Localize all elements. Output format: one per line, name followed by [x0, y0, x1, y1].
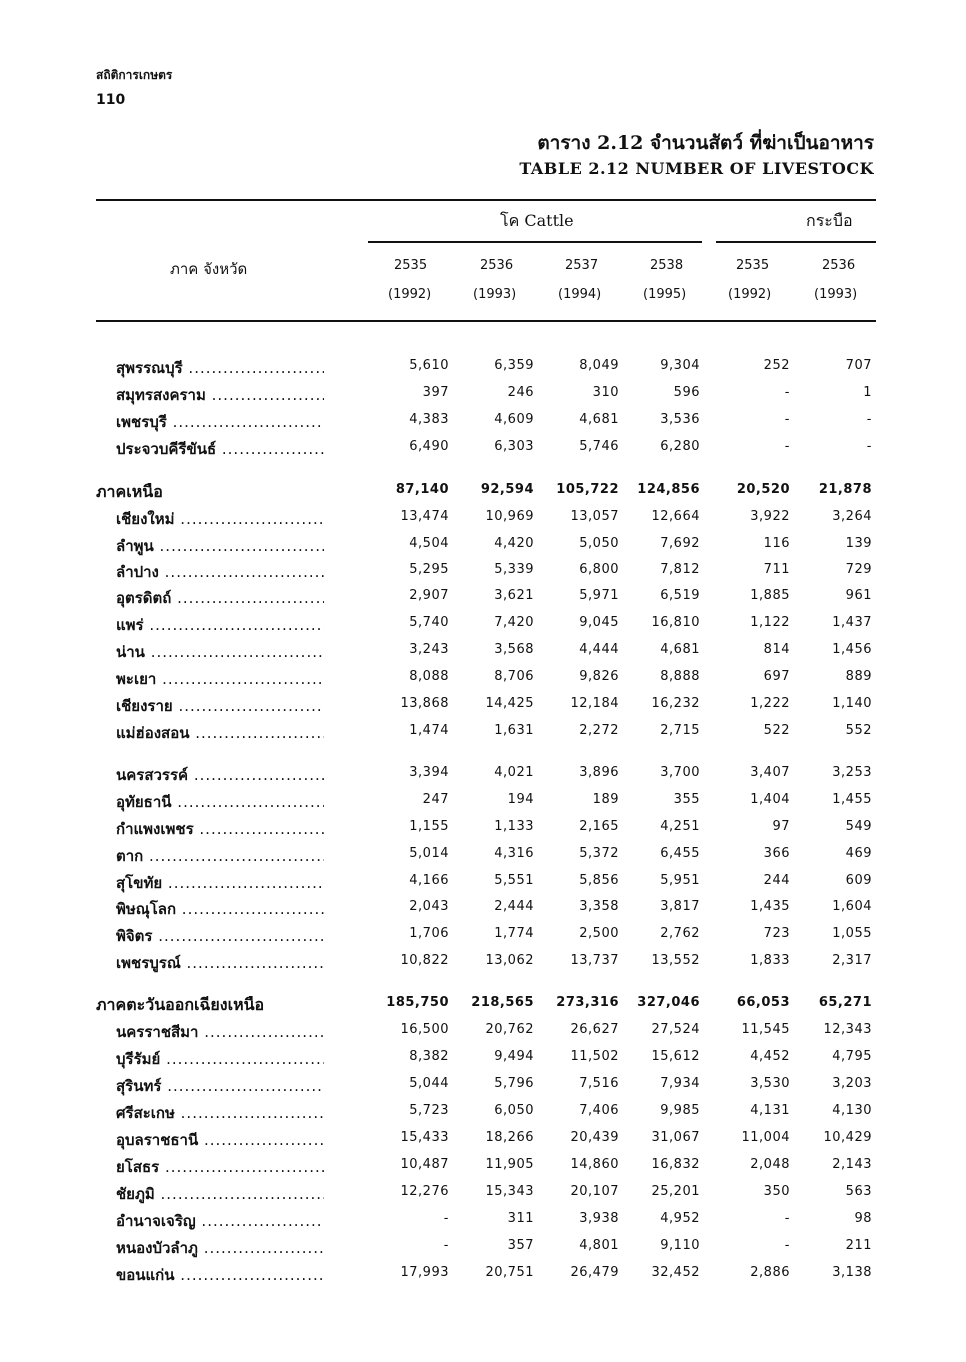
cell-col-5: 350 — [763, 1184, 790, 1199]
cell-col-5: 97 — [772, 819, 790, 834]
cell-col-3: 273,316 — [556, 995, 619, 1010]
province-name: เพชรบุรี ..... — [116, 410, 324, 434]
cell-col-5: 2,048 — [750, 1157, 790, 1172]
cell-col-1: 1,155 — [409, 819, 449, 834]
cell-col-4: 3,700 — [660, 765, 700, 780]
cell-col-1: 4,166 — [409, 873, 449, 888]
cell-col-4: 7,812 — [660, 562, 700, 577]
cell-col-2: 20,762 — [485, 1022, 534, 1037]
cell-col-2: 5,796 — [494, 1076, 534, 1091]
cell-col-2: 1,774 — [494, 926, 534, 941]
cell-col-4: 3,817 — [660, 899, 700, 914]
cell-col-6: 563 — [845, 1184, 872, 1199]
cell-col-1: 13,868 — [400, 696, 449, 711]
cell-col-4: 7,692 — [660, 536, 700, 551]
table-row — [0, 667, 966, 693]
column-header-3-year-th: 2537 — [565, 258, 599, 273]
cell-col-6: 4,130 — [832, 1103, 872, 1118]
cell-col-3: 2,165 — [579, 819, 619, 834]
column-header-6-year-en: (1993) — [814, 287, 858, 302]
cell-col-5: 1,122 — [750, 615, 790, 630]
cell-col-2: 246 — [507, 385, 534, 400]
cell-col-2: 2,444 — [494, 899, 534, 914]
cell-col-5: - — [784, 1211, 790, 1226]
stub-header: ภาค จังหวัด — [170, 260, 248, 278]
cell-col-1: 87,140 — [395, 482, 449, 497]
table-row — [0, 951, 966, 977]
province-name: แพร่ ..... — [116, 613, 324, 637]
cell-col-4: 7,934 — [660, 1076, 700, 1091]
column-header-1-year-en: (1992) — [388, 287, 432, 302]
province-name: ศรีสะเกษ ..... — [116, 1101, 324, 1125]
cell-col-5: 11,545 — [741, 1022, 790, 1037]
cell-col-3: 11,502 — [570, 1049, 619, 1064]
table-row — [0, 1182, 966, 1208]
cell-col-4: 31,067 — [651, 1130, 700, 1145]
province-name: อุบลราชธานี ..... — [116, 1128, 324, 1152]
cell-col-5: 2,886 — [750, 1265, 790, 1280]
cell-col-4: 596 — [673, 385, 700, 400]
running-head: สถิติการเกษตร — [96, 68, 173, 82]
province-name: สุรินทร์ ..... — [116, 1074, 324, 1098]
table-row — [0, 410, 966, 436]
cell-col-3: 6,800 — [579, 562, 619, 577]
cell-col-6: 2,317 — [832, 953, 872, 968]
cell-col-3: 189 — [592, 792, 619, 807]
province-name: เชียงราย ..... — [116, 694, 324, 718]
cell-col-5: 1,222 — [750, 696, 790, 711]
cell-col-6: 10,429 — [823, 1130, 872, 1145]
province-name: พะเยา ..... — [116, 667, 324, 691]
cell-col-6: 1,455 — [832, 792, 872, 807]
cell-col-4: 9,304 — [660, 358, 700, 373]
cell-col-3: 4,681 — [579, 412, 619, 427]
cell-col-5: 3,530 — [750, 1076, 790, 1091]
cell-col-5: 1,833 — [750, 953, 790, 968]
cell-col-4: 16,232 — [651, 696, 700, 711]
cell-col-1: 2,907 — [409, 588, 449, 603]
cell-col-6: 2,143 — [832, 1157, 872, 1172]
cell-col-1: 10,822 — [400, 953, 449, 968]
province-name: ลำปาง ..... — [116, 560, 324, 584]
column-header-5-year-en: (1992) — [728, 287, 772, 302]
cell-col-4: 4,251 — [660, 819, 700, 834]
cell-col-3: 12,184 — [570, 696, 619, 711]
cell-col-2: 10,969 — [485, 509, 534, 524]
cell-col-4: 6,280 — [660, 439, 700, 454]
cell-col-2: 11,905 — [485, 1157, 534, 1172]
cell-col-5: 66,053 — [736, 995, 790, 1010]
cell-col-2: 4,420 — [494, 536, 534, 551]
cell-col-2: 9,494 — [494, 1049, 534, 1064]
cell-col-1: - — [443, 1238, 449, 1253]
cell-col-2: 20,751 — [485, 1265, 534, 1280]
cell-col-2: 3,621 — [494, 588, 534, 603]
cell-col-1: 6,490 — [409, 439, 449, 454]
table-title-english: TABLE 2.12 NUMBER OF LIVESTOCK — [519, 159, 874, 178]
cell-col-1: 8,088 — [409, 669, 449, 684]
cell-col-5: 116 — [763, 536, 790, 551]
cell-col-3: 9,045 — [579, 615, 619, 630]
province-name: แม่ฮ่องสอน ..... — [116, 721, 324, 745]
cell-col-4: 16,810 — [651, 615, 700, 630]
column-header-5-year-th: 2535 — [736, 258, 770, 273]
province-name: เชียงใหม่ ..... — [116, 507, 324, 531]
province-name: เพชรบูรณ์ ..... — [116, 951, 324, 975]
province-name: ลำพูน ..... — [116, 534, 324, 558]
cell-col-5: 723 — [763, 926, 790, 941]
table-row — [0, 383, 966, 409]
province-name: อุทัยธานี ..... — [116, 790, 324, 814]
cell-col-4: 32,452 — [651, 1265, 700, 1280]
cell-col-2: 15,343 — [485, 1184, 534, 1199]
cell-col-3: 4,801 — [579, 1238, 619, 1253]
cell-col-1: 5,740 — [409, 615, 449, 630]
table-row — [0, 586, 966, 612]
cell-col-3: 13,737 — [570, 953, 619, 968]
cell-col-6: 1,140 — [832, 696, 872, 711]
cell-col-2: 6,050 — [494, 1103, 534, 1118]
cell-col-1: 397 — [422, 385, 449, 400]
cell-col-2: 1,133 — [494, 819, 534, 834]
table-row — [0, 721, 966, 747]
cell-col-6: 729 — [845, 562, 872, 577]
cell-col-6: 211 — [845, 1238, 872, 1253]
province-name: พิจิตร ..... — [116, 924, 324, 948]
column-header-3-year-en: (1994) — [558, 287, 602, 302]
cell-col-4: 13,552 — [651, 953, 700, 968]
cell-col-3: 310 — [592, 385, 619, 400]
cell-col-4: 16,832 — [651, 1157, 700, 1172]
cell-col-6: 98 — [854, 1211, 872, 1226]
cell-col-3: 9,826 — [579, 669, 619, 684]
cell-col-6: 552 — [845, 723, 872, 738]
cell-col-6: 139 — [845, 536, 872, 551]
cell-col-1: 10,487 — [400, 1157, 449, 1172]
cell-col-2: 5,551 — [494, 873, 534, 888]
province-name: ประจวบคีรีขันธ์ ..... — [116, 437, 324, 461]
cell-col-6: 21,878 — [818, 482, 872, 497]
cell-col-6: 1,055 — [832, 926, 872, 941]
cell-col-1: 13,474 — [400, 509, 449, 524]
table-row — [0, 871, 966, 897]
cell-col-5: 252 — [763, 358, 790, 373]
cell-col-4: 4,681 — [660, 642, 700, 657]
cell-col-4: 124,856 — [637, 482, 700, 497]
cell-col-3: 5,856 — [579, 873, 619, 888]
province-name: กำแพงเพชร ..... — [116, 817, 324, 841]
province-name: น่าน ..... — [116, 640, 324, 664]
cell-col-4: 25,201 — [651, 1184, 700, 1199]
cell-col-2: 6,303 — [494, 439, 534, 454]
table-row — [0, 1047, 966, 1073]
cell-col-3: 7,406 — [579, 1103, 619, 1118]
cell-col-4: 12,664 — [651, 509, 700, 524]
column-header-2-year-th: 2536 — [480, 258, 514, 273]
region-row — [0, 480, 966, 506]
cell-col-3: 20,107 — [570, 1184, 619, 1199]
cell-col-3: 3,896 — [579, 765, 619, 780]
cell-col-1: 1,474 — [409, 723, 449, 738]
cell-col-5: 20,520 — [736, 482, 790, 497]
page-number: 110 — [96, 92, 126, 108]
cell-col-6: 889 — [845, 669, 872, 684]
cell-col-4: 4,952 — [660, 1211, 700, 1226]
cell-col-5: - — [784, 385, 790, 400]
cell-col-2: 14,425 — [485, 696, 534, 711]
cell-col-5: 697 — [763, 669, 790, 684]
cell-col-1: 3,243 — [409, 642, 449, 657]
province-name: ขอนแก่น ..... — [116, 1263, 324, 1287]
table-row — [0, 613, 966, 639]
cell-col-5: 711 — [763, 562, 790, 577]
cell-col-3: 7,516 — [579, 1076, 619, 1091]
table-row — [0, 1263, 966, 1289]
cell-col-3: 26,479 — [570, 1265, 619, 1280]
cell-col-6: - — [866, 412, 872, 427]
column-header-2-year-en: (1993) — [473, 287, 517, 302]
cell-col-6: 1,604 — [832, 899, 872, 914]
group-header-cattle: โค Cattle — [500, 211, 574, 230]
column-header-1-year-th: 2535 — [394, 258, 428, 273]
column-header-4-year-th: 2538 — [650, 258, 684, 273]
cell-col-5: - — [784, 1238, 790, 1253]
cell-col-2: 5,339 — [494, 562, 534, 577]
table-row — [0, 507, 966, 533]
province-name: อุตรดิตถ์ ..... — [116, 586, 324, 610]
table-row — [0, 1209, 966, 1235]
column-header-6-year-th: 2536 — [822, 258, 856, 273]
cell-col-5: 4,131 — [750, 1103, 790, 1118]
cell-col-5: 1,885 — [750, 588, 790, 603]
cell-col-6: 609 — [845, 873, 872, 888]
province-name: พิษณุโลก ..... — [116, 897, 324, 921]
table-row — [0, 1101, 966, 1127]
cell-col-4: 5,951 — [660, 873, 700, 888]
cell-col-1: 5,723 — [409, 1103, 449, 1118]
cell-col-5: 814 — [763, 642, 790, 657]
cell-col-4: 15,612 — [651, 1049, 700, 1064]
table-row — [0, 437, 966, 463]
cell-col-2: 6,359 — [494, 358, 534, 373]
cell-col-2: 357 — [507, 1238, 534, 1253]
cell-col-3: 26,627 — [570, 1022, 619, 1037]
province-name: ตาก ..... — [116, 844, 324, 868]
cell-col-1: 16,500 — [400, 1022, 449, 1037]
cell-col-3: 8,049 — [579, 358, 619, 373]
province-name: หนองบัวลำภู ..... — [116, 1236, 324, 1260]
cell-col-1: 8,382 — [409, 1049, 449, 1064]
table-row — [0, 640, 966, 666]
table-row — [0, 694, 966, 720]
cell-col-5: - — [784, 412, 790, 427]
region-name: ภาคเหนือ — [96, 482, 163, 501]
cell-col-2: 4,316 — [494, 846, 534, 861]
cell-col-3: 5,050 — [579, 536, 619, 551]
cell-col-6: 3,264 — [832, 509, 872, 524]
province-name: อำนาจเจริญ ..... — [116, 1209, 324, 1233]
table-row — [0, 897, 966, 923]
cell-col-3: 5,372 — [579, 846, 619, 861]
cell-col-6: 3,253 — [832, 765, 872, 780]
table-row — [0, 1074, 966, 1100]
province-name: สุพรรณบุรี ..... — [116, 356, 324, 380]
cell-col-3: 13,057 — [570, 509, 619, 524]
cell-col-4: 327,046 — [637, 995, 700, 1010]
table-row — [0, 844, 966, 870]
cell-col-2: 218,565 — [471, 995, 534, 1010]
region-name: ภาคตะวันออกเฉียงเหนือ — [96, 995, 265, 1014]
cell-col-1: 15,433 — [400, 1130, 449, 1145]
table-row — [0, 817, 966, 843]
cell-col-1: 17,993 — [400, 1265, 449, 1280]
group-header-buffalo: กระบือ — [806, 211, 853, 230]
cell-col-2: 4,021 — [494, 765, 534, 780]
cell-col-6: 1,456 — [832, 642, 872, 657]
cell-col-6: 961 — [845, 588, 872, 603]
cell-col-1: 5,295 — [409, 562, 449, 577]
cell-col-3: 4,444 — [579, 642, 619, 657]
cell-col-4: 27,524 — [651, 1022, 700, 1037]
cell-col-2: 194 — [507, 792, 534, 807]
province-name: นครราชสีมา ..... — [116, 1020, 324, 1044]
table-row — [0, 790, 966, 816]
table-row — [0, 356, 966, 382]
region-row — [0, 993, 966, 1019]
cell-col-6: 1 — [863, 385, 872, 400]
cell-col-3: 2,272 — [579, 723, 619, 738]
cell-col-2: 92,594 — [480, 482, 534, 497]
cell-col-4: 6,455 — [660, 846, 700, 861]
cell-col-1: 3,394 — [409, 765, 449, 780]
cell-col-4: 6,519 — [660, 588, 700, 603]
cell-col-1: 4,504 — [409, 536, 449, 551]
cell-col-5: 244 — [763, 873, 790, 888]
cell-col-5: 1,404 — [750, 792, 790, 807]
province-name: สุโขทัย ..... — [116, 871, 324, 895]
cell-col-5: 366 — [763, 846, 790, 861]
cell-col-1: 5,610 — [409, 358, 449, 373]
cell-col-5: 522 — [763, 723, 790, 738]
cell-col-3: 105,722 — [556, 482, 619, 497]
cell-col-1: 12,276 — [400, 1184, 449, 1199]
cell-col-5: 11,004 — [741, 1130, 790, 1145]
cell-col-4: 9,110 — [660, 1238, 700, 1253]
cell-col-1: 185,750 — [386, 995, 449, 1010]
cell-col-3: 14,860 — [570, 1157, 619, 1172]
cell-col-4: 2,715 — [660, 723, 700, 738]
cell-col-4: 3,536 — [660, 412, 700, 427]
cell-col-1: 5,044 — [409, 1076, 449, 1091]
cell-col-3: 3,938 — [579, 1211, 619, 1226]
cell-col-2: 8,706 — [494, 669, 534, 684]
cell-col-6: 707 — [845, 358, 872, 373]
cell-col-1: - — [443, 1211, 449, 1226]
cell-col-2: 311 — [507, 1211, 534, 1226]
cell-col-2: 4,609 — [494, 412, 534, 427]
table-row — [0, 560, 966, 586]
cell-col-5: 1,435 — [750, 899, 790, 914]
cell-col-6: 469 — [845, 846, 872, 861]
cell-col-5: 3,407 — [750, 765, 790, 780]
column-header-4-year-en: (1995) — [643, 287, 687, 302]
cell-col-6: 12,343 — [823, 1022, 872, 1037]
cell-col-2: 18,266 — [485, 1130, 534, 1145]
province-name: สมุทรสงคราม ..... — [116, 383, 324, 407]
cell-col-2: 13,062 — [485, 953, 534, 968]
cell-col-5: 3,922 — [750, 509, 790, 524]
cell-col-3: 5,746 — [579, 439, 619, 454]
cell-col-1: 4,383 — [409, 412, 449, 427]
table-row — [0, 924, 966, 950]
cell-col-4: 355 — [673, 792, 700, 807]
cell-col-6: 65,271 — [818, 995, 872, 1010]
cell-col-1: 247 — [422, 792, 449, 807]
table-row — [0, 534, 966, 560]
cell-col-6: - — [866, 439, 872, 454]
cell-col-2: 1,631 — [494, 723, 534, 738]
table-row — [0, 1236, 966, 1262]
cell-col-4: 8,888 — [660, 669, 700, 684]
cell-col-1: 1,706 — [409, 926, 449, 941]
table-row — [0, 1128, 966, 1154]
cell-col-6: 1,437 — [832, 615, 872, 630]
cell-col-4: 2,762 — [660, 926, 700, 941]
cell-col-1: 5,014 — [409, 846, 449, 861]
cell-col-6: 3,203 — [832, 1076, 872, 1091]
cell-col-6: 549 — [845, 819, 872, 834]
table-row — [0, 1155, 966, 1181]
table-title-thai: ตาราง 2.12 จำนวนสัตว์ ที่ฆ่าเป็นอาหาร — [537, 132, 874, 154]
cell-col-5: 4,452 — [750, 1049, 790, 1064]
province-name: บุรีรัมย์ ..... — [116, 1047, 324, 1071]
cell-col-3: 3,358 — [579, 899, 619, 914]
cell-col-6: 4,795 — [832, 1049, 872, 1064]
province-name: ยโสธร ..... — [116, 1155, 324, 1179]
cell-col-3: 20,439 — [570, 1130, 619, 1145]
province-name: ชัยภูมิ ..... — [116, 1182, 324, 1206]
cell-col-4: 9,985 — [660, 1103, 700, 1118]
cell-col-2: 3,568 — [494, 642, 534, 657]
cell-col-3: 5,971 — [579, 588, 619, 603]
table-row — [0, 1020, 966, 1046]
cell-col-2: 7,420 — [494, 615, 534, 630]
cell-col-6: 3,138 — [832, 1265, 872, 1280]
cell-col-5: - — [784, 439, 790, 454]
province-name: นครสวรรค์ ..... — [116, 763, 324, 787]
cell-col-3: 2,500 — [579, 926, 619, 941]
cell-col-1: 2,043 — [409, 899, 449, 914]
table-row — [0, 763, 966, 789]
